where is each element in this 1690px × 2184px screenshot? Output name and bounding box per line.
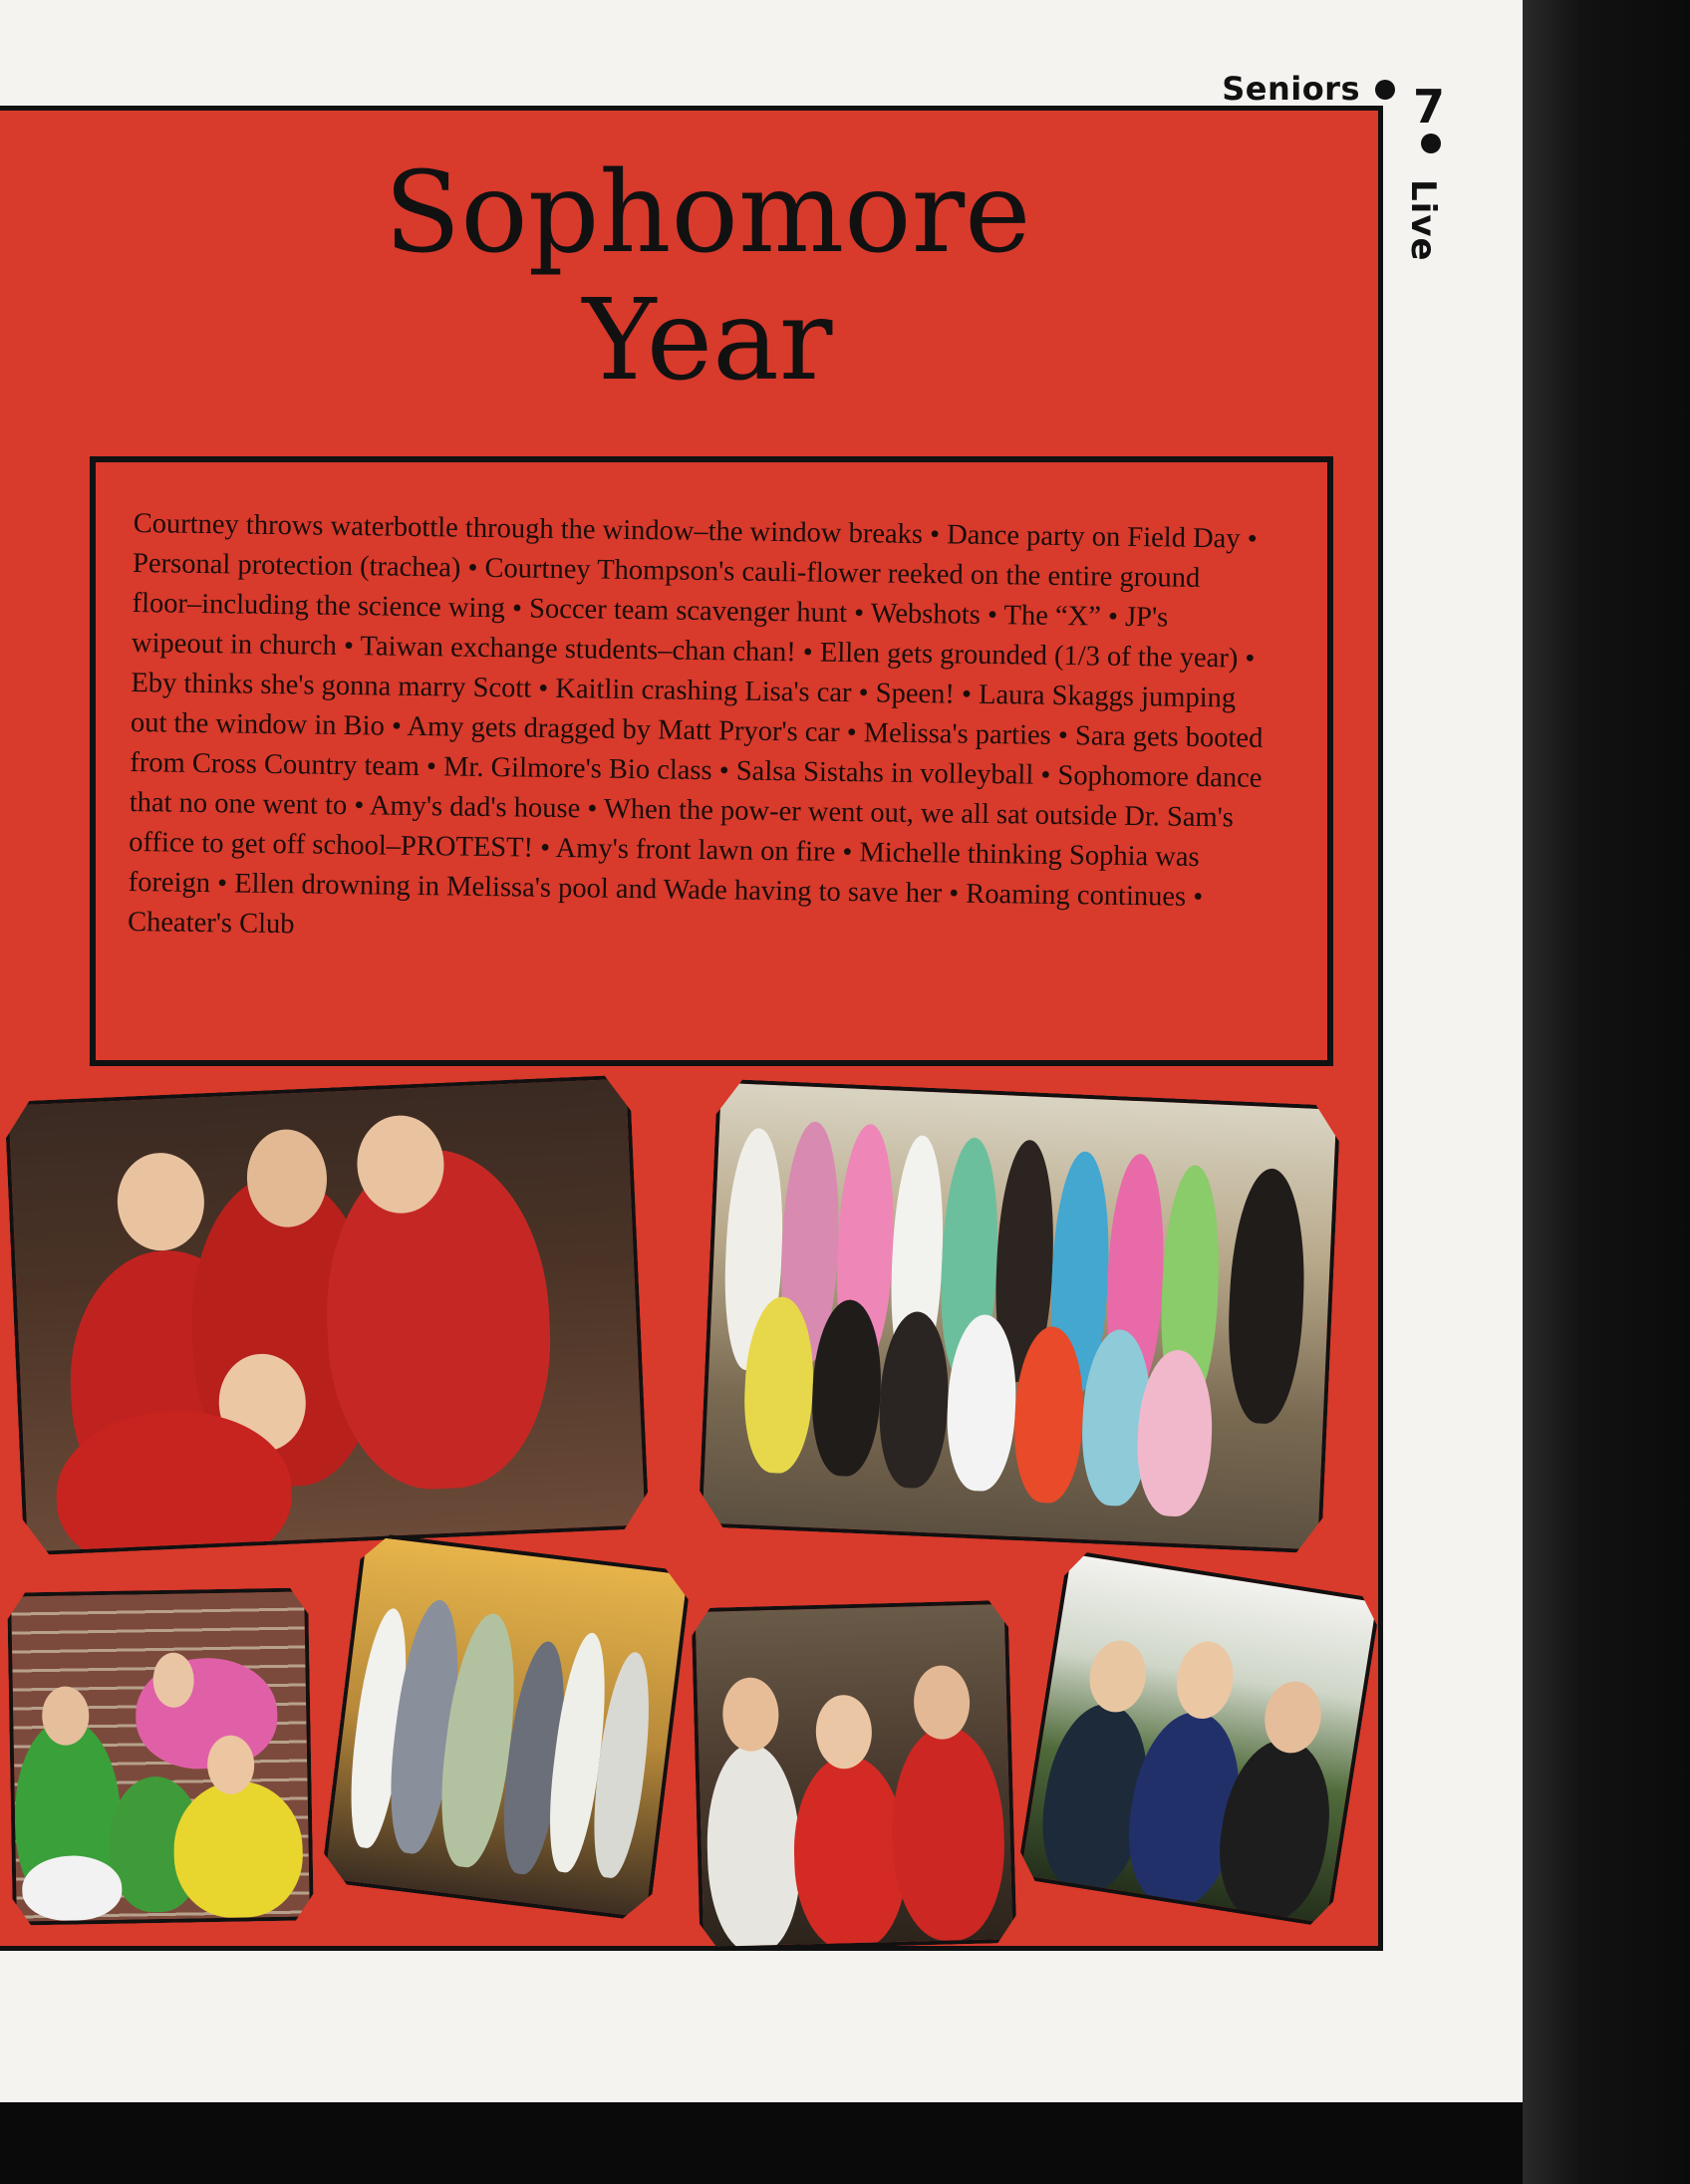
book-binding-shadow [1523, 0, 1690, 2184]
photo-red-shirts [4, 1075, 649, 1556]
tab-word: Live [1403, 179, 1443, 262]
memories-text: Courtney throws waterbottle through the window–the window breaks • Dance party on Field Day • Personal protection (trachea) • Courtney Thompson's cauli-flower reeked on the entire ground floor–including the science wing • Soccer team scavenger hunt • Webshots • The “X” • JP's wipeout in church • Taiwan exchange students–chan chan! • Ellen gets grounded (1/3 of the year) • Eby thinks she's gonna marry Scott • Kaitlin crashing Lisa's car • Speen! • Laura Skaggs jumping out the window in Bio • Amy gets dragged by Matt Pryor's car • Melissa's parties • Sara gets booted from Cross Country team • Mr. Gilmore's Bio class • Salsa Sistahs in volleyball • Sophomore dance that no one went to • Amy's dad's house • When the pow-er went out, we all sat outside Dr. Sam's office to get off school–PROTEST! • Amy's front lawn on fire • Michelle thinking Sophia was foreign • Ellen drowning in Melissa's pool and Wade having to save her • Roaming continues • Cheater's Club [127, 507, 1264, 941]
photo-large-group [698, 1079, 1340, 1554]
bullet-icon [1375, 80, 1395, 100]
photo-brick-wall [7, 1587, 314, 1925]
bullet-icon [1421, 134, 1441, 153]
page-number: 7 [1413, 80, 1446, 134]
photo-three-girls [692, 1600, 1017, 1951]
photo-teacher-group [321, 1531, 693, 1922]
section-label: Seniors [1222, 70, 1360, 108]
title-line-2: Year [582, 276, 833, 406]
page-title [199, 149, 1216, 405]
photo-outdoor-friends [1016, 1549, 1381, 1928]
title-line-1: Sophomore [384, 148, 1031, 278]
